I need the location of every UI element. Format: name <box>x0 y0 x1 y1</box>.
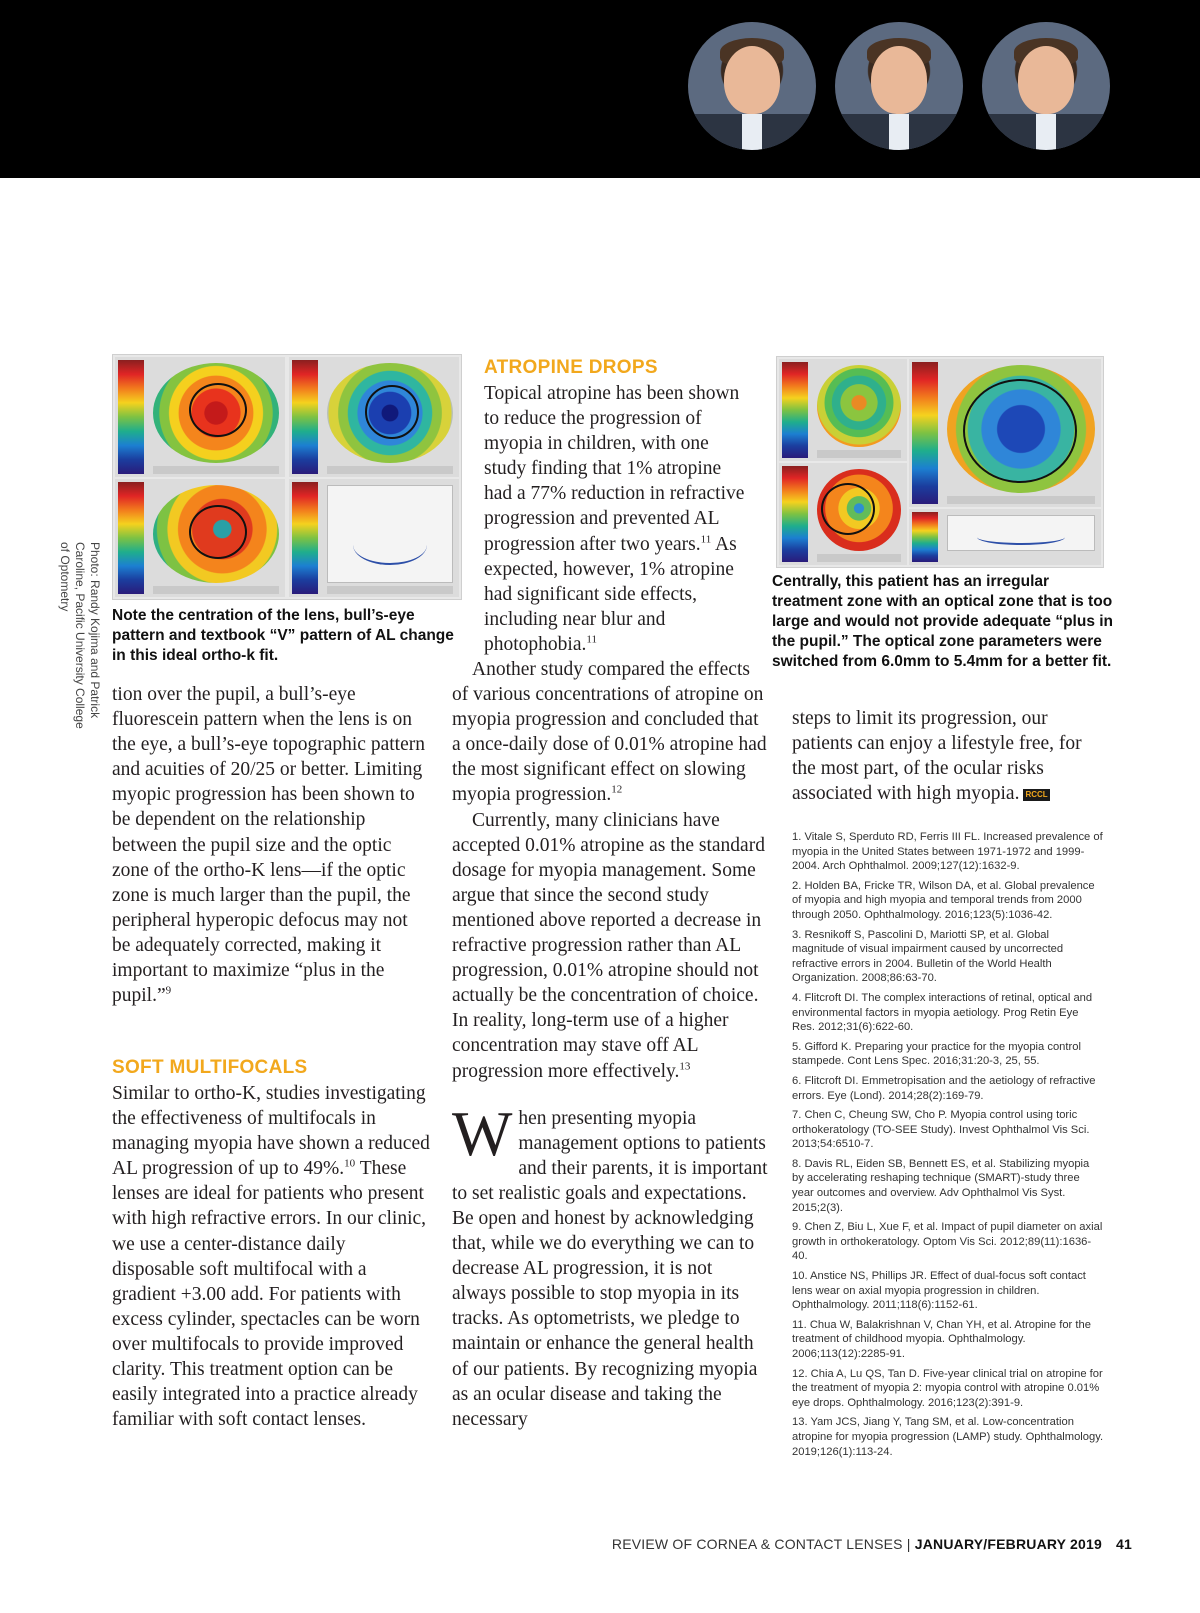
references-list <box>792 830 1104 1464</box>
topography-map-6 <box>779 463 907 565</box>
paragraph: Currently, many clinicians have accepted 0.01% atropine as the standard dosage for myopia management. Some argue that since the second study mentioned above reported a decrease in refractive progression rather than AL progression, 0.01% atropine should not actually be the concentration of choice. In reality, long-term use of a higher concentration may stave off AL progression more effectively.$^{13}$ <box>452 809 765 1082</box>
reference-item: 7. Chen C, Cheung SW, Cho P. Myopia control using toric orthokeratology (TO-SEE Study). Invest Ophthalmol Vis Sci. 2013;54:6510-7. <box>792 1109 1090 1151</box>
column-2-text-top <box>484 381 752 657</box>
page-number: 41 <box>1116 1536 1132 1552</box>
paragraph: tion over the pupil, a bull’s-eye fluorescein pattern when the lens is on the eye, a bull’s-eye topographic pattern and acuities of 20/25 or better. Limiting myopic progression has been shown to be dependent on the relationship between the pupil size and the optic zone of the ortho-K lens—if the optic zone is much larger than the pupil, the peripheral hyperopic defocus may not be adequately corrected, making it important to maximize “plus in the pupil.”$^9$ <box>112 684 425 1007</box>
column-2-text <box>452 657 770 1432</box>
paragraph: Topical atropine has been shown to reduce the progression of myopia in children, with one study finding that 1% atropine had a 77% reduction in refractive progression and prevented AL progression after two years.$^{11}$ As expected, however, 1% atropine had significant side effects, including near blur and photophobia.$^{11}$ <box>484 383 745 655</box>
reference-item: 4. Flitcroft DI. The complex interactions of retinal, optical and environmental factors in myopia aetiology. Prog Retin Eye Res. 2012;31(6):622-60. <box>792 991 1093 1034</box>
topography-map-5 <box>909 359 1101 507</box>
topography-map-3 <box>115 479 285 597</box>
reference-item: 2. Holden BA, Fricke TR, Wilson DA, et al. Global prevalence of myopia and high myopia and temporal trends from 2000 through 2050. Ophthalmology. 2016;123(5):1036-42. <box>792 879 1095 921</box>
page-footer <box>612 1536 1132 1552</box>
reference-item: 8. Davis RL, Eiden SB, Bennett ES, et al. Stabilizing myopia by accelerating reshaping technique (SMART)-study three year outcomes and overview. Adv Ophthalmol Vis Syst. 2015;2(3). <box>792 1157 1090 1214</box>
profile-plot <box>909 509 1101 565</box>
reference-item: 12. Chia A, Lu QS, Tan D. Five-year clinical trial on atropine for the treatment of myopia 2: myopia control with atropine 0.01% eye drops. Ophthalmology. 2016;123(2):391-9. <box>792 1367 1103 1409</box>
reference-item: 9. Chen Z, Biu L, Xue F, et al. Impact of pupil diameter on axial growth in orthokeratology. Optom Vis Sci. 2012;89(11):1636-40. <box>792 1221 1103 1263</box>
figure2-caption: Centrally, this patient has an irregular treatment zone with an optical zone that is too large and would not provide adequate “plus in the pupil.” The optical zone parameters were switched from 6.0mm to 5.4mm for a better fit. <box>772 573 1114 670</box>
photo-credit: Photo: Randy Kojima and Patrick Caroline, Pacific University College of Optometry <box>58 542 102 729</box>
author-photo-2 <box>835 22 963 150</box>
paragraph: Similar to ortho-K, studies investigating the effectiveness of multifocals in managing myopia have shown a reduced AL progression of up to 49%.$^{10}$ These lenses are ideal for patients who present with high refractive errors. In our clinic, we use a center-distance daily disposable soft multifocal with a gradient +3.00 add. For patients with excess cylinder, spectacles can be worn over multifocals to provide improved clarity. This treatment option can be easily integrated into a practice already familiar with soft contact lenses. <box>112 1083 430 1431</box>
end-mark-icon: RCCL <box>1025 789 1048 799</box>
author-photo-3 <box>982 22 1110 150</box>
column-3-text <box>792 706 1104 806</box>
publication-name: REVIEW OF CORNEA & CONTACT LENSES | <box>611 1536 915 1552</box>
reference-item: 5. Gifford K. Preparing your practice for the myopia control stampede. Cont Lens Spec. 2016;31:20-3, 25, 55. <box>792 1040 1081 1068</box>
drop-cap: W <box>452 1097 513 1169</box>
topography-map-2 <box>289 357 459 477</box>
reference-item: 6. Flitcroft DI. Emmetropisation and the aetiology of refractive errors. Eye (Lond). 2014;28(2):169-79. <box>792 1074 1096 1102</box>
column-1-text-2 <box>112 1081 430 1432</box>
reference-item: 3. Resnikoff S, Pascolini D, Mariotti SP, et al. Global magnitude of visual impairment caused by uncorrected refractive errors in 2004. Bulletin of the World Health Organization. 2008;86:63-70. <box>792 928 1064 985</box>
figure-ortho-k-topography <box>112 354 462 600</box>
reference-item: 11. Chua W, Balakrishnan V, Chan YH, et al. Atropine for the treatment of childhood myopia. Ophthalmology. 2006;113(12):2285-91. <box>792 1318 1091 1360</box>
author-photo-1 <box>688 22 816 150</box>
column-1-text <box>112 682 430 1008</box>
paragraph: Another study compared the effects of various concentrations of atropine on myopia progression and concluded that a once-daily dose of 0.01% atropine had the most significant effect on slowing myopia progression.$^{12}$ <box>452 659 767 806</box>
al-change-plot <box>289 479 459 597</box>
topography-map-4 <box>779 359 907 461</box>
figure-irregular-treatment-zone <box>776 356 1104 568</box>
paragraph: steps to limit its progression, our patients can enjoy a lifestyle free, for the most part, of the ocular risks associated with high myopia. RCCL <box>792 708 1082 805</box>
paragraph: When presenting myopia management options to patients and their parents, it is important to set realistic goals and expectations. Be open and honest by acknowledging that, while we do everything we can to decrease AL progression, it is not always possible to stop myopia in its tracks. As optometrists, we pledge to maintain or enhance the general health of our patients. By recognizing myopia as an ocular disease and taking the necessary <box>452 1097 768 1430</box>
reference-item: 1. Vitale S, Sperduto RD, Ferris III FL. Increased prevalence of myopia in the United States between 1971-1972 and 1999-2004. Arch Ophthalmol. 2009;127(12):1632-9. <box>792 831 1103 873</box>
reference-item: 10. Anstice NS, Phillips JR. Effect of dual-focus soft contact lens wear on axial myopia progression in children. Ophthalmology. 2011;118(6):1152-61. <box>792 1270 1086 1312</box>
heading-soft-multifocals: SOFT MULTIFOCALS <box>112 1057 308 1078</box>
reference-item: 13. Yam JCS, Jiang Y, Tang SM, et al. Low-concentration atropine for myopia progression (LAMP) study. Ophthalmology. 2019;126(1):113-24. <box>792 1416 1104 1458</box>
issue-date: JANUARY/FEBRUARY 2019 <box>914 1536 1103 1552</box>
topography-map-1 <box>115 357 285 477</box>
figure1-caption: Note the centration of the lens, bull’s-eye pattern and textbook “V” pattern of AL change in this ideal ortho-k fit. <box>112 607 454 664</box>
heading-atropine-drops: ATROPINE DROPS <box>484 357 658 378</box>
